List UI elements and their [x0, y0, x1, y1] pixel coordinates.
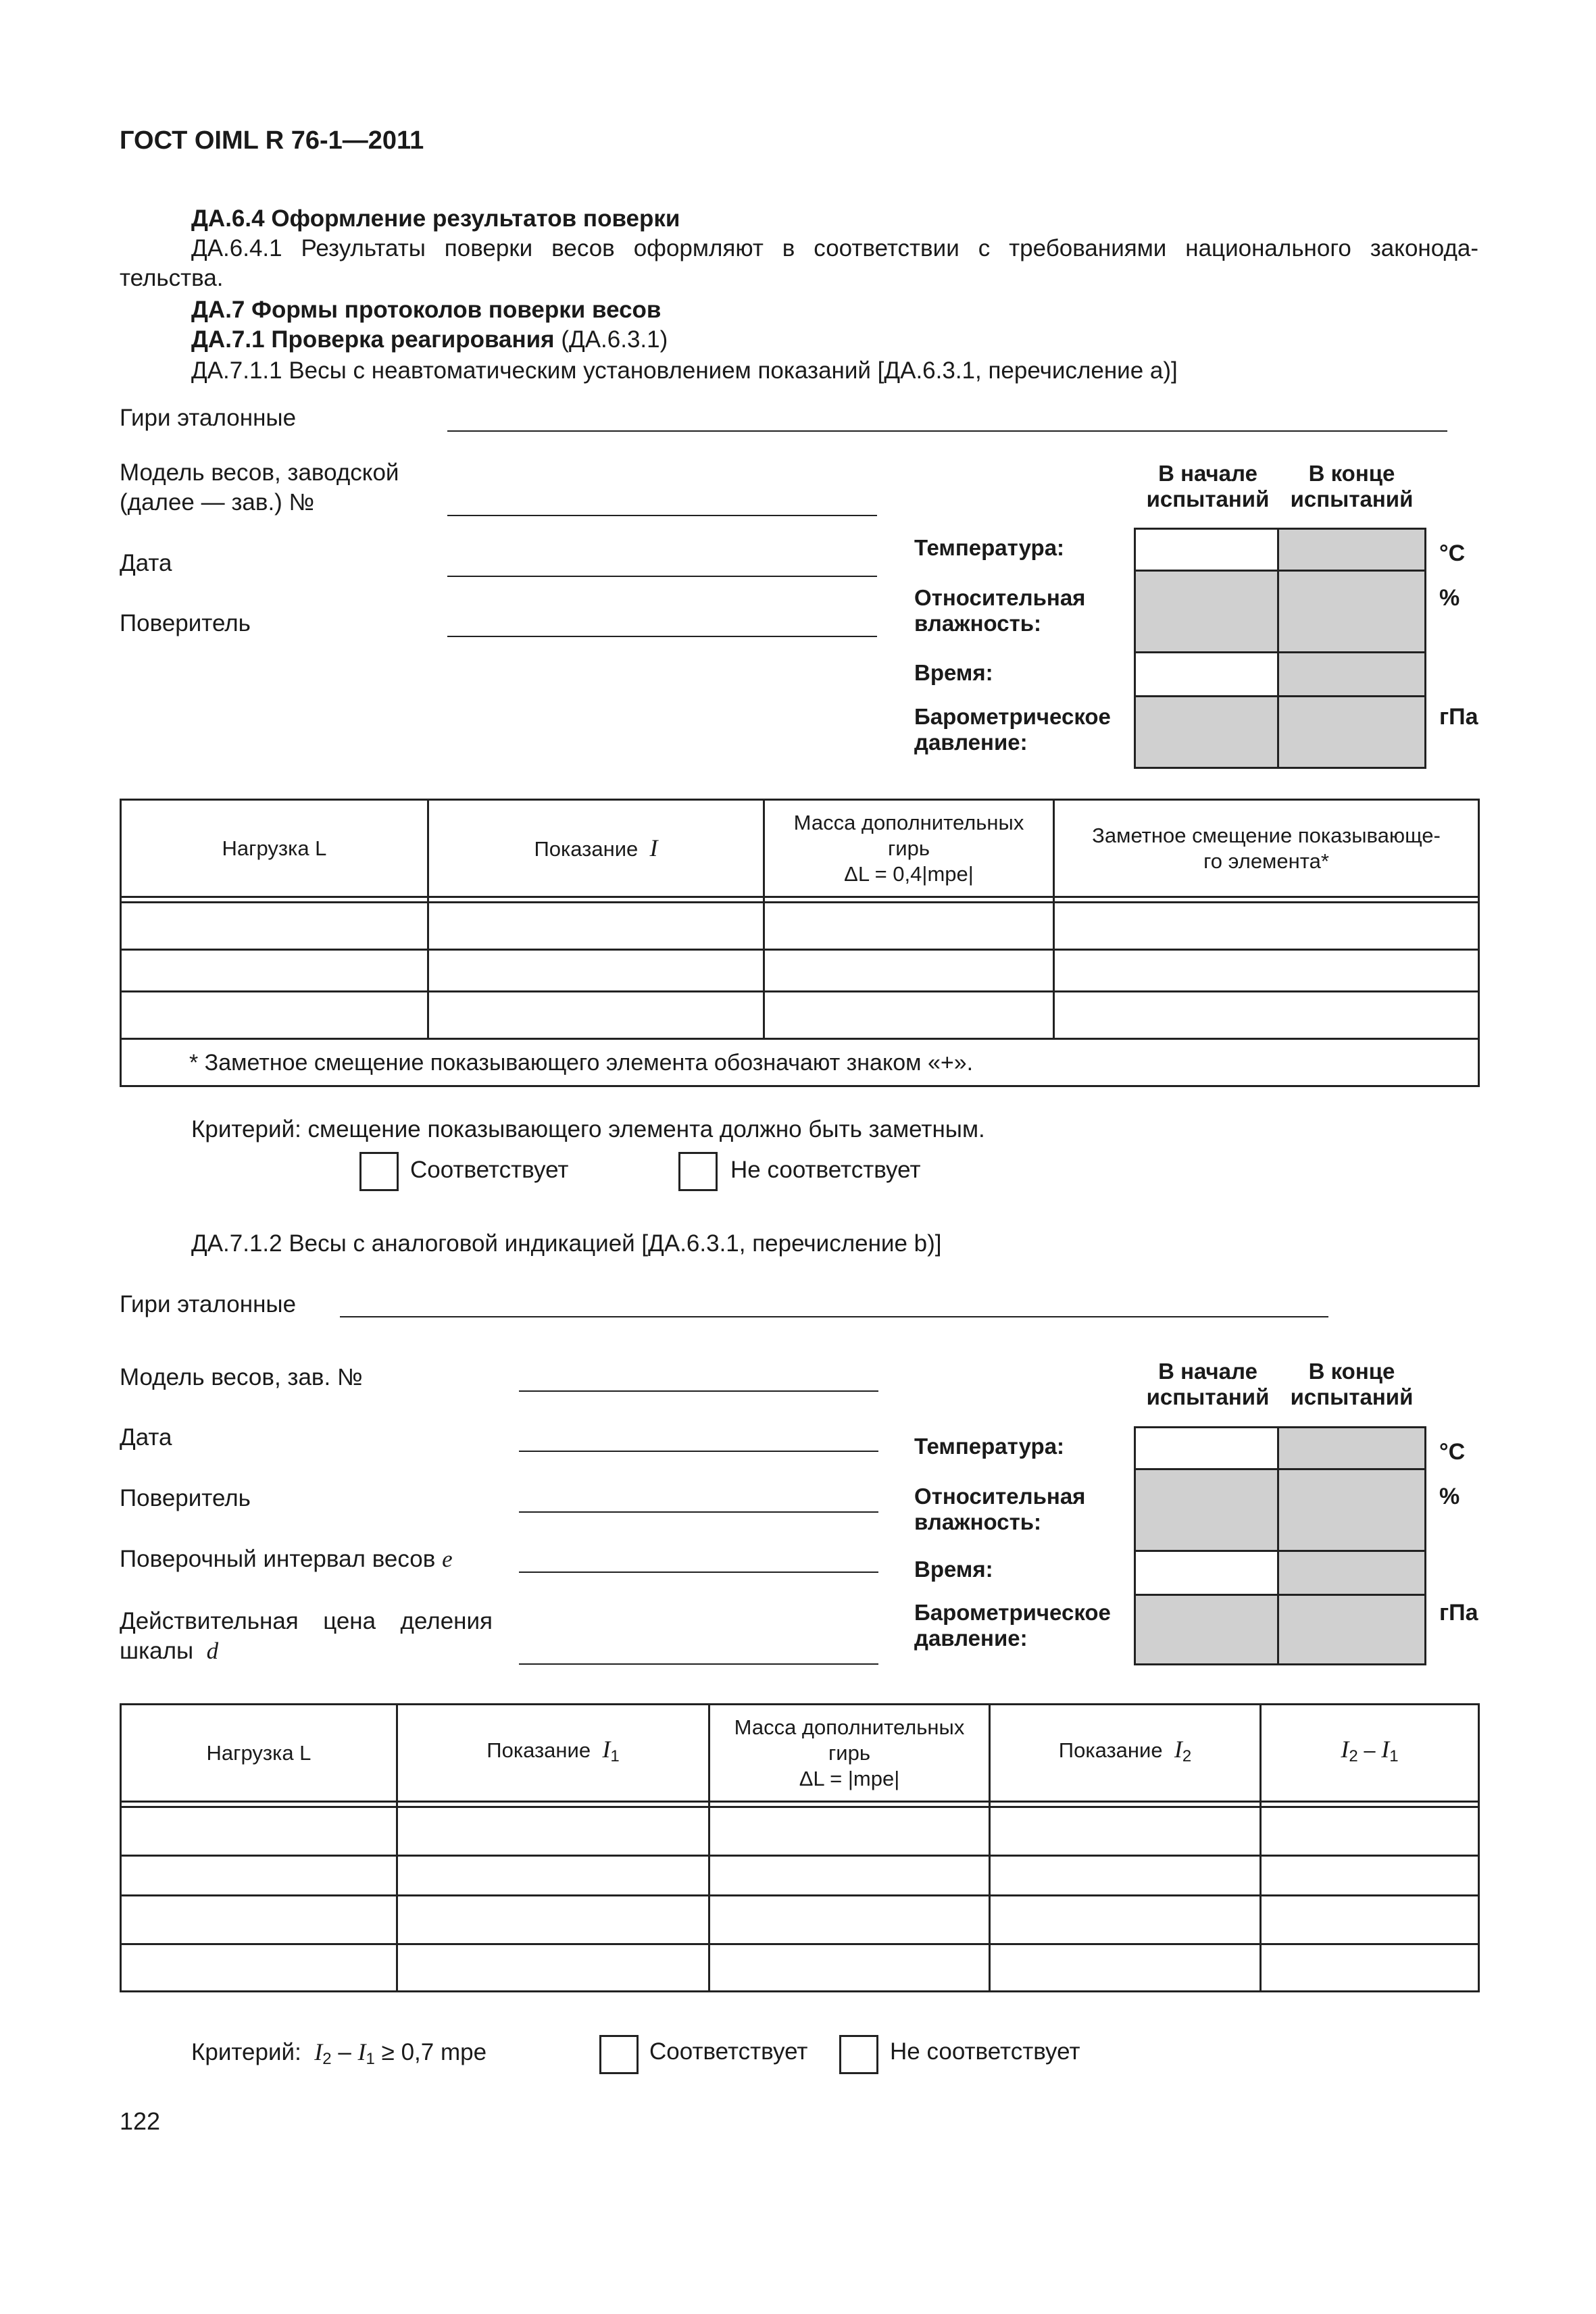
form1-verifier-field[interactable] [447, 636, 877, 637]
form2-env-col-start-header: В начале испытаний [1146, 1359, 1270, 1409]
form2-humidity-label: Относительная влажность: [914, 1484, 1086, 1534]
table-spacer-row [121, 897, 1479, 903]
form2-intro: ДА.7.1.2 Весы с аналоговой индикацией [ДА.6.3.1, перечисление b)] [191, 1230, 942, 1257]
form2-col-load: Нагрузка L [121, 1705, 397, 1802]
form1-pressure-label: Барометрическое давление: [914, 704, 1111, 755]
form2-pressure-unit: гПа [1439, 1600, 1478, 1626]
form2-criterion: Критерий: $I_2 - I_1 \ge 0,7$ mpe [191, 2038, 487, 2068]
form2-division-field[interactable] [519, 1663, 878, 1665]
form2-col-indication2: Показание $I_2$ [990, 1705, 1261, 1802]
table-footnote-row [121, 1039, 1479, 1086]
section-da71-heading [191, 325, 668, 355]
form2-temp-end-cell [1279, 1428, 1424, 1470]
form1-footnote: * Заметное смещение показывающего элемента обозначают знаком «+». [121, 1039, 1479, 1086]
table-row[interactable] [121, 950, 1479, 992]
form1-time-end-cell [1279, 653, 1424, 697]
form2-col-difference: $I_2 - I_1$ [1261, 1705, 1479, 1802]
form1-model-label-line2: (далее — зав.) № [120, 489, 315, 515]
form1-verifier-label: Поверитель [120, 610, 251, 636]
form1-weights-field[interactable] [447, 430, 1447, 432]
form2-temp-unit: °C [1439, 1439, 1466, 1465]
form2-col-indication1: Показание $I_1$ [397, 1705, 709, 1802]
form2-date-field[interactable] [519, 1451, 878, 1452]
form2-model-field[interactable] [519, 1390, 878, 1392]
form1-date-field[interactable] [447, 576, 877, 577]
form2-pass-checkbox[interactable] [599, 2035, 639, 2074]
form1-humidity-end-cell [1279, 572, 1424, 653]
form1-pressure-end-cell [1279, 697, 1424, 767]
form2-humidity-end-cell [1279, 1470, 1424, 1552]
section-da64-paragraph-line1: ДА.6.4.1 Результаты поверки весов оформляют в соответствии с требованиями национального законода- [191, 235, 1478, 261]
page-number: 122 [120, 2107, 161, 2135]
form1-humidity-start-cell [1136, 572, 1279, 653]
document-title: ГОСТ OIML R 76-1—2011 [120, 126, 424, 155]
form1-col-extra-mass: Масса дополнительных гирь ΔL = 0,4|mpe| [764, 800, 1054, 897]
form2-results-table [120, 1703, 1480, 1992]
form2-time-start-cell[interactable] [1136, 1552, 1279, 1596]
table-row[interactable] [121, 903, 1479, 950]
form2-verifier-label: Поверитель [120, 1485, 251, 1511]
form1-pass-label: Соответствует [410, 1157, 569, 1183]
form1-model-field[interactable] [447, 515, 877, 516]
form1-criterion: Критерий: смещение показывающего элемента должно быть заметным. [191, 1116, 985, 1142]
section-da71-title: ДА.7.1 Проверка реагирования [191, 326, 555, 353]
form2-fail-label: Не соответствует [890, 2038, 1080, 2065]
form2-weights-label: Гири эталонные [120, 1291, 297, 1317]
form1-humidity-unit: % [1439, 585, 1460, 611]
form2-pressure-start-cell [1136, 1596, 1279, 1663]
form1-temp-start-cell[interactable] [1136, 530, 1279, 572]
form1-model-label-line1: Модель весов, заводской [120, 459, 399, 486]
form1-pressure-start-cell [1136, 697, 1279, 767]
section-da7-heading: ДА.7 Формы протоколов поверки весов [191, 297, 662, 323]
form1-env-col-start-header: В начале испытаний [1146, 461, 1270, 511]
table-spacer-row [121, 1802, 1479, 1807]
form1-col-load: Нагрузка L [121, 800, 428, 897]
form2-interval-field[interactable] [519, 1571, 878, 1573]
form1-intro: ДА.7.1.1 Весы с неавтоматическим установлением показаний [ДА.6.3.1, перечисление а)] [191, 357, 1178, 384]
form1-temperature-label: Температура: [914, 535, 1065, 560]
form1-fail-checkbox[interactable] [678, 1152, 718, 1191]
form2-interval-label: Поверочный интервал весов e [120, 1546, 453, 1572]
table-row[interactable] [121, 992, 1479, 1039]
form1-date-label: Дата [120, 550, 172, 576]
section-da64-heading: ДА.6.4 Оформление результатов поверки [191, 205, 680, 232]
form1-env-col-end-header: В конце испытаний [1290, 461, 1414, 511]
form2-env-grid [1134, 1426, 1426, 1665]
form1-humidity-label: Относительная влажность: [914, 585, 1086, 636]
form2-humidity-start-cell [1136, 1470, 1279, 1552]
form2-date-label: Дата [120, 1424, 172, 1451]
table-header-row [121, 1705, 1479, 1802]
form2-pressure-label: Барометрическое давление: [914, 1600, 1111, 1651]
section-da64-paragraph-line2: тельства. [120, 265, 224, 291]
form1-pressure-unit: гПа [1439, 704, 1478, 730]
form1-fail-label: Не соответствует [730, 1157, 921, 1183]
form1-temp-unit: °C [1439, 540, 1466, 566]
form2-col-extra-mass: Масса дополнительных гирь ΔL = |mpe| [709, 1705, 990, 1802]
form2-weights-field[interactable] [340, 1316, 1328, 1317]
form1-col-displacement: Заметное смещение показывающе- го элемента* [1054, 800, 1479, 897]
form2-temperature-label: Температура: [914, 1434, 1065, 1459]
form1-temp-end-cell [1279, 530, 1424, 572]
section-da71-reference: (ДА.6.3.1) [561, 326, 668, 353]
table-row[interactable] [121, 1896, 1479, 1944]
form1-time-start-cell[interactable] [1136, 653, 1279, 697]
table-row[interactable] [121, 1856, 1479, 1896]
form1-time-label: Время: [914, 660, 993, 685]
form2-model-label: Модель весов, зав. № [120, 1364, 363, 1390]
form1-env-grid [1134, 528, 1426, 769]
form2-division-label-line1: Действительная цена деления [120, 1608, 493, 1634]
form2-temp-start-cell[interactable] [1136, 1428, 1279, 1470]
form2-fail-checkbox[interactable] [839, 2035, 878, 2074]
table-row[interactable] [121, 1944, 1479, 1992]
form1-col-indication: Показание I [428, 800, 764, 897]
table-header-row [121, 800, 1479, 897]
table-row[interactable] [121, 1807, 1479, 1856]
form2-verifier-field[interactable] [519, 1511, 878, 1513]
form2-pressure-end-cell [1279, 1596, 1424, 1663]
form2-pass-label: Соответствует [649, 2038, 808, 2065]
form2-time-label: Время: [914, 1557, 993, 1582]
form2-humidity-unit: % [1439, 1484, 1460, 1509]
form1-pass-checkbox[interactable] [359, 1152, 399, 1191]
form2-env-col-end-header: В конце испытаний [1290, 1359, 1414, 1409]
form1-results-table [120, 799, 1480, 1087]
form1-weights-label: Гири эталонные [120, 405, 297, 431]
form2-division-label-line2: шкалы d [120, 1638, 219, 1664]
form2-time-end-cell [1279, 1552, 1424, 1596]
